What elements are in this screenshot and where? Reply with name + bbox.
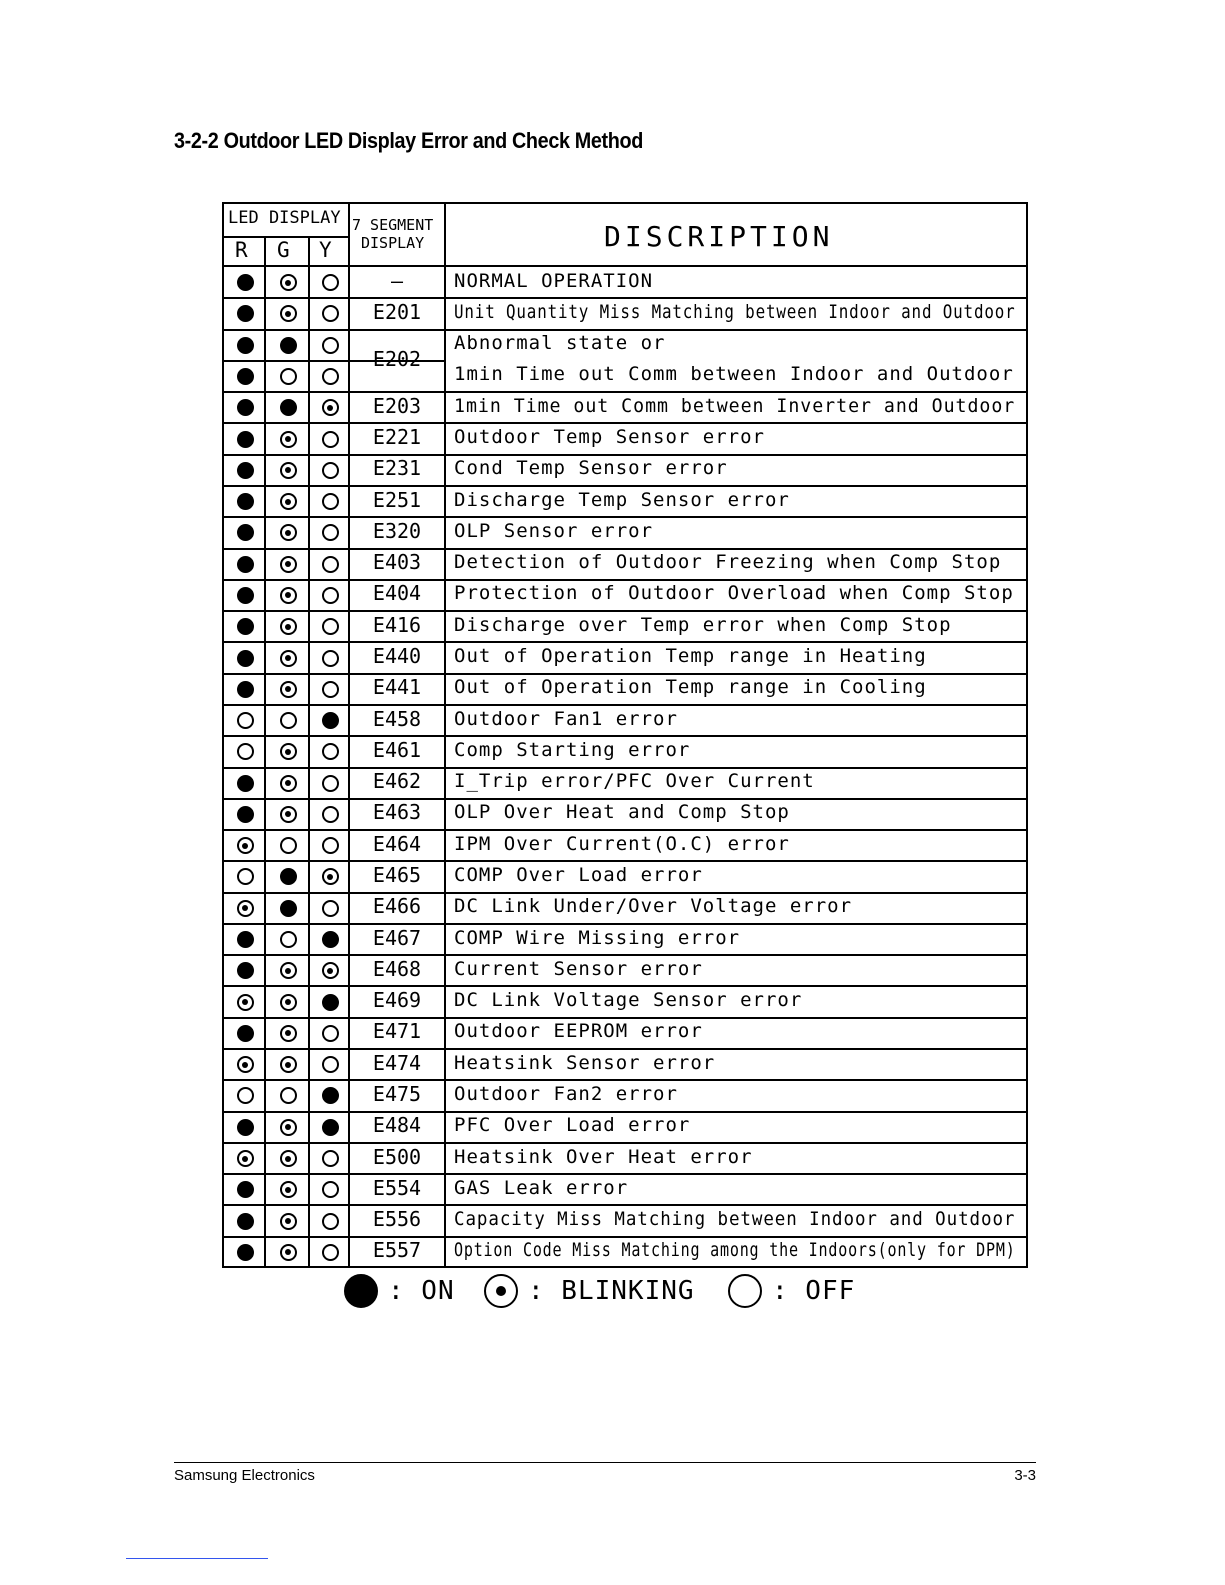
r-led-blink-icon	[237, 900, 254, 917]
r-led-on-icon	[237, 962, 254, 979]
y-led-blink-icon	[322, 868, 339, 885]
description-text: 1min Time out Comm between Inverter and Outdoor	[454, 394, 1016, 417]
description-text: Comp Starting error	[454, 738, 691, 761]
header-description: DISCRIPTION	[604, 220, 834, 253]
r-led-on-icon	[237, 337, 254, 354]
row-divider	[224, 329, 1026, 331]
row-divider	[224, 548, 1026, 550]
description-text: Outdoor Temp Sensor error	[454, 426, 765, 449]
footer-company: Samsung Electronics	[174, 1467, 315, 1484]
g-led-blink-icon	[280, 431, 297, 448]
description-text: OLP Sensor error	[454, 519, 654, 542]
r-led-on-icon	[237, 368, 254, 385]
g-led-blink-icon	[280, 775, 297, 792]
segment-code: E467	[372, 925, 422, 950]
description-text: Option Code Miss Matching among the Indoors(only for DPM)	[454, 1239, 1016, 1262]
g-led-blink-icon	[280, 618, 297, 635]
description-text: Outdoor EEPROM error	[454, 1020, 703, 1043]
segment-code: E403	[372, 550, 422, 575]
header-display: DISPLAY	[361, 234, 425, 252]
y-led-on-icon	[322, 994, 339, 1011]
r-led-on-icon	[237, 1213, 254, 1230]
row-divider	[224, 485, 1026, 487]
r-led-on-icon	[237, 931, 254, 948]
description-text: Protection of Outdoor Overload when Comp Stop	[454, 582, 1014, 605]
header-divider	[224, 265, 1026, 267]
segment-code: E466	[372, 894, 422, 919]
y-led-blink-icon	[322, 399, 339, 416]
row-divider	[224, 391, 1026, 393]
description-text: Outdoor Fan2 error	[454, 1082, 678, 1105]
row-divider	[224, 860, 1026, 862]
row-divider	[224, 954, 1026, 956]
header-r: R	[235, 238, 248, 262]
row-divider	[224, 735, 1026, 737]
g-led-blink-icon	[280, 462, 297, 479]
description-text: Detection of Outdoor Freezing when Comp Stop	[454, 551, 1002, 574]
row-divider	[224, 1142, 1026, 1144]
segment-code: E471	[372, 1019, 422, 1044]
segment-code: E557	[372, 1238, 422, 1263]
g-led-on-icon	[280, 337, 297, 354]
footer-page-number: 3-3	[1014, 1467, 1036, 1484]
row-divider	[224, 1017, 1026, 1019]
g-led-blink-icon	[280, 274, 297, 291]
segment-code: E440	[372, 644, 422, 669]
y-led-off-icon	[322, 1150, 339, 1167]
r-led-on-icon	[237, 431, 254, 448]
description-text: Abnormal state or	[454, 332, 666, 355]
segment-code: E465	[372, 862, 422, 887]
segment-code: E474	[372, 1050, 422, 1075]
y-led-off-icon	[322, 493, 339, 510]
header-y: Y	[319, 238, 332, 262]
g-led-on-icon	[280, 399, 297, 416]
description-text: 1min Time out Comm between Indoor and Outdoor	[454, 363, 1014, 386]
legend-on-label: : ON	[388, 1276, 455, 1306]
description-text: DC Link Under/Over Voltage error	[454, 895, 853, 918]
row-divider	[224, 1204, 1026, 1206]
row-divider	[224, 1236, 1026, 1238]
g-led-blink-icon	[280, 305, 297, 322]
g-led-off-icon	[280, 931, 297, 948]
r-led-on-icon	[237, 1244, 254, 1261]
page-title: 3-2-2 Outdoor LED Display Error and Check Method	[174, 128, 643, 153]
r-led-blink-icon	[237, 1056, 254, 1073]
r-led-on-icon	[237, 618, 254, 635]
row-divider	[224, 829, 1026, 831]
segment-code: E251	[372, 487, 422, 512]
row-divider	[224, 1111, 1026, 1113]
g-led-blink-icon	[280, 1056, 297, 1073]
y-led-off-icon	[322, 775, 339, 792]
g-led-off-icon	[280, 368, 297, 385]
y-led-off-icon	[322, 556, 339, 573]
g-led-off-icon	[280, 837, 297, 854]
y-led-off-icon	[322, 650, 339, 667]
r-led-on-icon	[237, 305, 254, 322]
y-led-off-icon	[322, 431, 339, 448]
y-led-off-icon	[322, 618, 339, 635]
y-led-on-icon	[322, 712, 339, 729]
g-led-off-icon	[280, 1087, 297, 1104]
g-led-blink-icon	[280, 962, 297, 979]
g-led-blink-icon	[280, 1119, 297, 1136]
description-text: Heatsink Sensor error	[454, 1051, 716, 1074]
r-led-on-icon	[237, 681, 254, 698]
y-led-off-icon	[322, 837, 339, 854]
r-led-blink-icon	[237, 994, 254, 1011]
row-divider	[224, 892, 1026, 894]
g-led-blink-icon	[280, 1213, 297, 1230]
segment-code: E458	[372, 706, 422, 731]
g-led-blink-icon	[280, 743, 297, 760]
y-led-off-icon	[322, 1244, 339, 1261]
r-led-on-icon	[237, 1025, 254, 1042]
segment-code: —	[390, 268, 404, 293]
segment-code: E500	[372, 1144, 422, 1169]
segment-code: E202	[372, 346, 422, 371]
g-led-off-icon	[280, 712, 297, 729]
g-led-blink-icon	[280, 1150, 297, 1167]
y-led-on-icon	[322, 1119, 339, 1136]
description-text: I_Trip error/PFC Over Current	[454, 770, 815, 793]
row-divider	[224, 516, 1026, 518]
row-divider	[224, 985, 1026, 987]
y-led-off-icon	[322, 1056, 339, 1073]
y-led-off-icon	[322, 681, 339, 698]
r-led-on-icon	[237, 587, 254, 604]
description-text: OLP Over Heat and Comp Stop	[454, 801, 790, 824]
y-led-off-icon	[322, 900, 339, 917]
header-7-segment: 7 SEGMENT	[352, 216, 434, 234]
r-led-blink-icon	[237, 837, 254, 854]
segment-code: E231	[372, 456, 422, 481]
r-led-off-icon	[237, 868, 254, 885]
g-led-blink-icon	[280, 681, 297, 698]
y-led-off-icon	[322, 524, 339, 541]
row-divider	[224, 798, 1026, 800]
y-led-off-icon	[322, 337, 339, 354]
y-led-on-icon	[322, 931, 339, 948]
row-divider	[224, 704, 1026, 706]
g-led-blink-icon	[280, 587, 297, 604]
y-led-off-icon	[322, 587, 339, 604]
description-text: Out of Operation Temp range in Heating	[454, 645, 927, 668]
r-led-off-icon	[237, 712, 254, 729]
g-led-on-icon	[280, 900, 297, 917]
row-divider	[224, 579, 1026, 581]
header-g: G	[277, 238, 290, 262]
g-led-blink-icon	[280, 524, 297, 541]
g-led-blink-icon	[280, 1025, 297, 1042]
description-text: COMP Wire Missing error	[454, 926, 741, 949]
led-error-table	[222, 202, 1028, 1268]
segment-code: E441	[372, 675, 422, 700]
g-led-blink-icon	[280, 556, 297, 573]
description-text: Unit Quantity Miss Matching between Indoor and Outdoor	[454, 300, 1016, 323]
description-text: Outdoor Fan1 error	[454, 707, 678, 730]
r-led-on-icon	[237, 775, 254, 792]
segment-code: E554	[372, 1175, 422, 1200]
y-led-off-icon	[322, 305, 339, 322]
header-led-display: LED DISPLAY	[228, 208, 341, 228]
row-divider	[224, 454, 1026, 456]
g-led-blink-icon	[280, 806, 297, 823]
legend-off-label: : OFF	[772, 1276, 856, 1306]
y-led-on-icon	[322, 1087, 339, 1104]
segment-code: E201	[372, 299, 422, 324]
y-led-off-icon	[322, 462, 339, 479]
description-text: PFC Over Load error	[454, 1114, 691, 1137]
segment-code: E484	[372, 1113, 422, 1138]
description-text: DC Link Voltage Sensor error	[454, 989, 803, 1012]
row-divider	[224, 297, 1026, 299]
r-led-off-icon	[237, 743, 254, 760]
y-led-off-icon	[322, 274, 339, 291]
g-led-on-icon	[280, 868, 297, 885]
segment-code: E416	[372, 612, 422, 637]
row-divider	[224, 923, 1026, 925]
y-led-off-icon	[322, 743, 339, 760]
segment-code: E464	[372, 831, 422, 856]
row-divider	[224, 673, 1026, 675]
segment-code: E462	[372, 769, 422, 794]
legend-blinking-icon	[484, 1274, 518, 1308]
row-divider	[224, 610, 1026, 612]
description-text: Discharge Temp Sensor error	[454, 488, 790, 511]
description-text: NORMAL OPERATION	[454, 269, 654, 292]
g-led-blink-icon	[280, 994, 297, 1011]
description-text: Discharge over Temp error when Comp Stop	[454, 613, 952, 636]
g-led-blink-icon	[280, 1181, 297, 1198]
segment-code: E468	[372, 956, 422, 981]
segment-code: E404	[372, 581, 422, 606]
y-led-off-icon	[322, 368, 339, 385]
segment-code: E463	[372, 800, 422, 825]
description-text: Capacity Miss Matching between Indoor and Outdoor	[454, 1208, 1016, 1231]
segment-code: E320	[372, 518, 422, 543]
link-underline	[126, 1558, 268, 1559]
g-led-blink-icon	[280, 1244, 297, 1261]
segment-code: E469	[372, 988, 422, 1013]
footer-divider	[174, 1462, 1036, 1463]
segment-code: E203	[372, 393, 422, 418]
row-divider	[224, 767, 1026, 769]
segment-code: E556	[372, 1207, 422, 1232]
description-text: Heatsink Over Heat error	[454, 1145, 753, 1168]
r-led-on-icon	[237, 1119, 254, 1136]
g-led-blink-icon	[280, 650, 297, 667]
row-divider	[224, 1079, 1026, 1081]
description-text: Out of Operation Temp range in Cooling	[454, 676, 927, 699]
description-text: IPM Over Current(O.C) error	[454, 832, 790, 855]
description-text: COMP Over Load error	[454, 863, 703, 886]
legend	[344, 1274, 904, 1310]
y-led-off-icon	[322, 1025, 339, 1042]
row-divider	[224, 641, 1026, 643]
description-text: GAS Leak error	[454, 1176, 629, 1199]
r-led-off-icon	[237, 1087, 254, 1104]
r-led-on-icon	[237, 399, 254, 416]
y-led-blink-icon	[322, 962, 339, 979]
legend-on-icon	[344, 1274, 378, 1308]
g-led-blink-icon	[280, 493, 297, 510]
legend-off-icon	[728, 1274, 762, 1308]
r-led-on-icon	[237, 1181, 254, 1198]
r-led-blink-icon	[237, 1150, 254, 1167]
r-led-on-icon	[237, 274, 254, 291]
description-text: Cond Temp Sensor error	[454, 457, 728, 480]
y-led-off-icon	[322, 1181, 339, 1198]
segment-code: E475	[372, 1081, 422, 1106]
r-led-on-icon	[237, 524, 254, 541]
r-led-on-icon	[237, 556, 254, 573]
description-text: Current Sensor error	[454, 957, 703, 980]
row-divider	[224, 422, 1026, 424]
row-divider	[224, 1048, 1026, 1050]
legend-blinking-label: : BLINKING	[528, 1276, 695, 1306]
segment-code: E221	[372, 425, 422, 450]
row-divider	[224, 1173, 1026, 1175]
y-led-off-icon	[322, 1213, 339, 1230]
r-led-on-icon	[237, 650, 254, 667]
r-led-on-icon	[237, 462, 254, 479]
y-led-off-icon	[322, 806, 339, 823]
segment-code: E461	[372, 737, 422, 762]
r-led-on-icon	[237, 806, 254, 823]
r-led-on-icon	[237, 493, 254, 510]
